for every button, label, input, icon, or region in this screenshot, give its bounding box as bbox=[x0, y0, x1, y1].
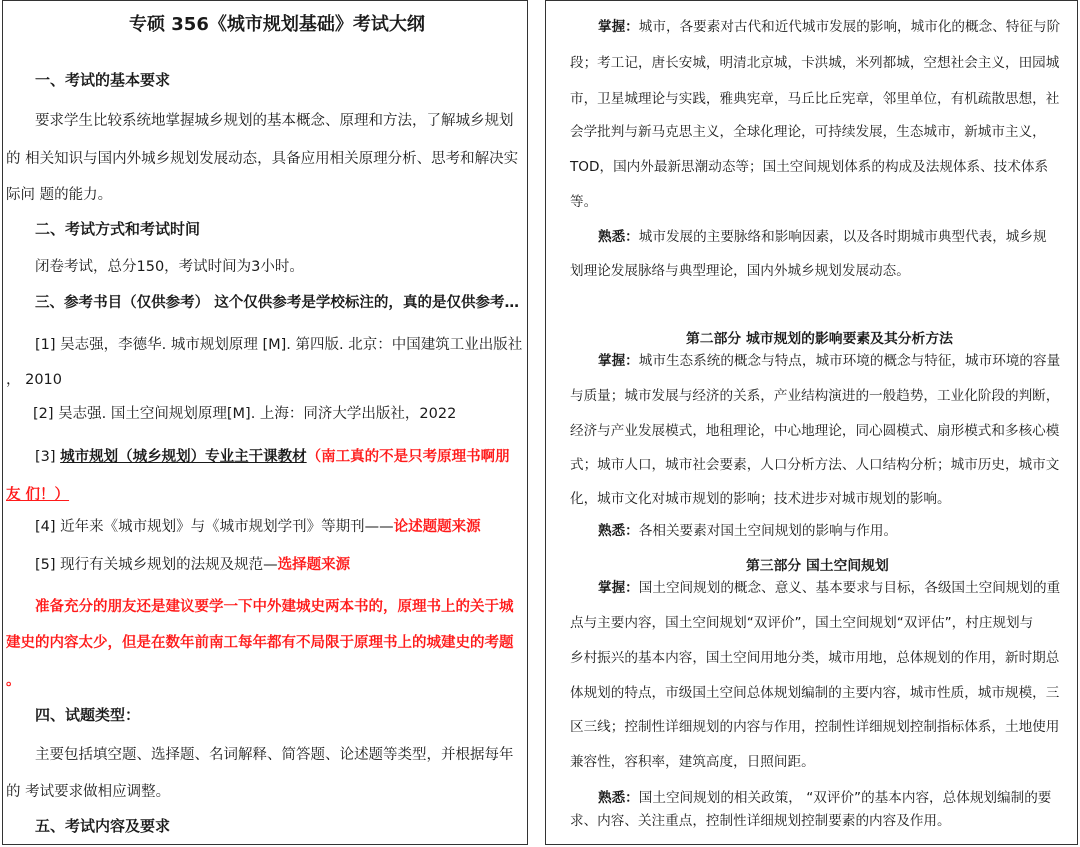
red-note-line: 。 bbox=[6, 673, 21, 689]
master-text: 国土空间规划的概念、意义、基本要求与目标，各级国土空间规划的重 bbox=[638, 580, 1061, 596]
reference-4 bbox=[35, 517, 481, 537]
text-line: 体规划的特点，市级国土空间总体规划编制的主要内容，城市性质，城市规模，三 bbox=[570, 685, 1060, 701]
section-3-heading: 三、参考书目（仅供参考） 这个仅供参考是学校标注的，真的是仅供参考… bbox=[35, 295, 520, 311]
reference-5-text: [5] 现行有关城乡规划的法规及规范— bbox=[35, 557, 278, 573]
text-line: 化，城市文化对城市规划的影响；技术进步对城市规划的影响。 bbox=[570, 491, 951, 507]
text-line: 乡村振兴的基本内容，国土空间用地分类，城市用地，总体规划的作用，新时期总 bbox=[570, 650, 1060, 666]
page-title: 专硕 356《城市规划基础》考试大纲 bbox=[129, 14, 425, 35]
familiar-text: 各相关要素对国土空间规划的影响与作用。 bbox=[638, 523, 898, 539]
text-line: 经济与产业发展模式，地租理论，中心地理论，同心圆模式、扇形模式和多核心模 bbox=[570, 423, 1060, 439]
left-page bbox=[2, 0, 528, 845]
reference-5-note: 选择题来源 bbox=[277, 557, 351, 573]
reference-5 bbox=[35, 555, 350, 575]
text-line: 与质量；城市发展与经济的关系，产业结构演进的一般趋势，工业化阶段的判断， bbox=[570, 388, 1060, 404]
master-label: 掌握： bbox=[598, 580, 639, 596]
section-5-heading: 五、考试内容及要求 bbox=[35, 817, 171, 835]
section-1-heading: 一、考试的基本要求 bbox=[35, 71, 171, 89]
text-line: 点与主要内容，国土空间规划“双评价”，国土空间规划“双评估”，村庄规划与 bbox=[570, 615, 1034, 631]
master-text: 城市生态系统的概念与特点，城市环境的概念与特征，城市环境的容量 bbox=[638, 353, 1061, 369]
familiar-text: 城市发展的主要脉络和影响因素，以及各时期城市典型代表，城乡规 bbox=[638, 229, 1047, 245]
text-line: TOD，国内外最新思潮动态等；国土空间规划体系的构成及法规体系、技术体系 bbox=[570, 159, 1049, 175]
reference-3-bold: 城市规划（城乡规划）专业主干课教材 bbox=[60, 449, 307, 465]
familiar-label: 熟悉： bbox=[598, 790, 639, 806]
familiar-label: 熟悉： bbox=[598, 523, 639, 539]
reference-4-note: 论述题题来源 bbox=[393, 519, 481, 535]
familiar-paragraph bbox=[598, 521, 897, 541]
master-label: 掌握： bbox=[598, 19, 639, 35]
red-note-line: 准备充分的朋友还是建议要学一下中外建城史两本书的，原理书上的关于城 bbox=[35, 599, 514, 615]
master-text: 城市，各要素对古代和近代城市发展的影响，城市化的概念、特征与阶 bbox=[638, 19, 1061, 35]
familiar-label: 熟悉： bbox=[598, 229, 639, 245]
text-line: 划理论发展脉络与典型理论，国内外城乡规划发展动态。 bbox=[570, 263, 910, 279]
part-3-heading: 第三部分 国土空间规划 bbox=[746, 558, 889, 574]
section-2-text: 闭卷考试，总分150，考试时间为3小时。 bbox=[35, 259, 304, 275]
text-line: 等。 bbox=[570, 194, 598, 210]
reference-3-note: （南工真的不是只考原理书啊朋 bbox=[306, 449, 510, 465]
section-1-text-line: 的 相关知识与国内外城乡规划发展动态，具备应用相关原理分析、思考和解决实 bbox=[6, 151, 519, 167]
part-2-heading: 第二部分 城市规划的影响要素及其分析方法 bbox=[686, 331, 953, 347]
reference-1-cont: ， 2010 bbox=[6, 372, 63, 388]
familiar-text: 国土空间规划的相关政策， “双评价”的基本内容，总体规划编制的要 bbox=[638, 790, 1052, 806]
familiar-paragraph bbox=[598, 227, 1047, 247]
section-1-text-line: 际问 题的能力。 bbox=[6, 187, 113, 203]
text-line: 会学批判与新马克思主义，全球化理论，可持续发展，生态城市，新城市主义， bbox=[570, 124, 1046, 140]
reference-3 bbox=[35, 447, 510, 467]
section-4-heading: 四、试题类型： bbox=[35, 706, 141, 724]
master-label: 掌握： bbox=[598, 353, 639, 369]
text-line: 区三线；控制性详细规划的内容与作用，控制性详细规划控制指标体系，土地使用 bbox=[570, 719, 1060, 735]
text-line: 求、内容、关注重点，控制性详细规划控制要素的内容及作用。 bbox=[570, 813, 951, 829]
section-4-text-line: 主要包括填空题、选择题、名词解释、简答题、论述题等类型，并根据每年 bbox=[35, 747, 514, 763]
reference-3-prefix: [3] bbox=[35, 449, 61, 465]
section-1-text-line: 要求学生比较系统地掌握城乡规划的基本概念、原理和方法，了解城乡规划 bbox=[35, 113, 514, 129]
red-note-line: 建史的内容太少，但是在数年前南工每年都有不局限于原理书上的城建史的考题 bbox=[6, 635, 514, 651]
text-line: 市，卫星城理论与实践，雅典宪章，马丘比丘宪章，邻里单位，有机疏散思想，社 bbox=[570, 91, 1060, 107]
reference-4-text: [4] 近年来《城市规划》与《城市规划学刊》等期刊—— bbox=[35, 519, 394, 535]
master-paragraph bbox=[598, 17, 1060, 37]
familiar-paragraph bbox=[598, 788, 1051, 808]
text-line: 段；考工记，唐长安城，明清北京城，卡洪城，米列都城，空想社会主义，田园城 bbox=[570, 55, 1060, 71]
reference-2: [2] 吴志强. 国土空间规划原理[M]. 上海：同济大学出版社，2022 bbox=[33, 406, 457, 422]
reference-3-note-cont: 友 们！） bbox=[6, 487, 70, 503]
master-paragraph bbox=[598, 578, 1060, 598]
text-line: 式；城市人口，城市社会要素，人口分析方法、人口结构分析；城市历史，城市文 bbox=[570, 457, 1060, 473]
section-4-text-line: 的 考试要求做相应调整。 bbox=[6, 784, 171, 800]
reference-1: [1] 吴志强，李德华. 城市规划原理 [M]. 第四版. 北京：中国建筑工业出版社 bbox=[35, 337, 523, 353]
master-paragraph bbox=[598, 351, 1060, 371]
section-2-heading: 二、考试方式和考试时间 bbox=[35, 220, 201, 238]
right-page bbox=[545, 0, 1078, 845]
text-line: 兼容性，容积率，建筑高度，日照间距。 bbox=[570, 754, 815, 770]
